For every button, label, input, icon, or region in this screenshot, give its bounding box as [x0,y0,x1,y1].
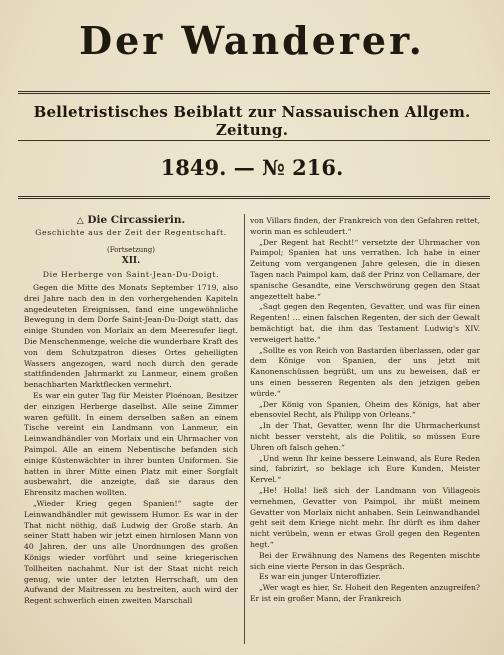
article-title-line [24,215,238,227]
paragraph: „In der That, Gevatter, wenn Ihr die Uhrmacherkunst nicht besser versteht, als die Politik, so müssen Eure Uhren oft falsch gehen.“ [250,421,480,452]
paragraph: „Und wenn Ihr keine bessere Leinwand, als Eure Reden sind, fabrizirt, so beklage ich Eure Kunden, Meister Kervel.“ [250,453,480,485]
article-title: Die Circassierin. [87,214,186,226]
right-column [250,216,480,605]
issue-number: 1849. — № 216. [160,155,344,180]
paragraph: „He! Holla! ließ sich der Landmann von Villageois vernehmen, Gevatter von Paimpol, ihr müßt meinem Gevatter von Morlaix nicht anhaben. Sein Leinwandhandel geht seit dem Kriege nicht mehr. Ihr dürft es ihm daher nicht verübeln, wenn er etwas Groll gegen den Regenten hegt.“ [250,485,480,549]
column-divider [244,214,245,644]
paragraph: Bei der Erwähnung des Namens des Regenten mischte sich eine vierte Person in das Gespräch. [250,550,480,571]
paragraph: Es war ein junger Unteroffizier. [259,572,381,582]
paragraph: „Wieder Krieg gegen Spanien!“ sagte der Leinwandhändler mit gewissem Humor. Es war in der That nicht nöthig, daß Ludwig der Große starb. An seiner Statt haben wir jetzt einen hirnlosen Mann von 40 Jahren, der uns alle Unordnungen des großen Königs wieder vorführt und seine kriegerischen Tollheiten nachahmt. Nur ist der Staat nicht reich genug, wie unter der letzten Herrschaft, um den Aufwand der Maitressen zu bestreiten, auch wird der Regent schwerlich einen zweiten Marschall [24,498,238,606]
left-column [24,215,238,607]
article-subtitle: Geschichte aus der Zeit der Regentschaft. [35,227,227,237]
paragraph: „Der König von Spanien, Oheim des Königs, hat aber ebensoviel Recht, als Philipp von Orleans.“ [250,399,480,420]
masthead-subtitle: Belletristisches Beiblatt zur Nassauischen Allgem. Zeitung. [33,103,471,139]
triangle-marker-icon: △ [76,216,84,226]
continuation-note: (Fortsetzung) [106,245,156,254]
masthead-top-rule [18,91,490,94]
paragraph: Gegen die Mitte des Monats September 1719, also drei Jahre nach den in den vorhergehenden Kapiteln angedeuteten Ereignissen, fand eine ungewöhnliche Bewegung in dem Dorfe Saint-Jean-Du-Doigt statt, das einige Stunden von Morlaix an dem Meeresufer liegt. Die Menschenmenge, welche die wunderbare Kraft des von dem Schutzpatron dieses Ortes geheiligten Wassers angezogen, ward noch durch den gerade stattfindenden Jahrmarkt zu Lanmeur, einem großen benachbarten Marktflecken vermehrt. [24,282,239,390]
masthead-title: Der Wanderer. [79,18,425,63]
paragraph: „Sollte es von Reich von Bastarden überlassen, oder gar dem Könige von Spanien, der uns jetzt mit Kanonenschüssen begrüßt, um uns zu beweisen, daß er uns einen besseren Regenten als den jetzigen geben würde.“ [250,345,480,398]
subtitle-bottom-rule [18,140,490,141]
paragraph: „Sagt gegen den Regenten, Gevatter, und was für einen Regenten! … einen falschen Regenten, der sich der Gewalt bemächtigt hat, die ihm das Testament Ludwig's XIV. verweigert hatte.“ [250,302,480,344]
paragraph: „Wer wagt es hier, Sr. Hoheit den Regenten anzugreifen? Er ist ein großer Mann, der Frankreich [250,583,480,603]
issue-bottom-rule [18,196,490,199]
paragraph: „Der Regent hat Recht!“ versetzte der Uhrmacher von Paimpol; Spanien hat uns verrathen. Ich habe in einer Zeitung vom vergangenen Jahre gelesen, die in diesen Tagen nach Paimpol kam, daß der Prinz von Cellamare, der spanische Gesandte, eine Verschwörung gegen den Staat angezettelt habe.“ [250,237,480,301]
chapter-title: Die Herberge von Saint-Jean-Du-Doigt. [42,270,220,280]
chapter-number: XII. [121,256,141,267]
paragraph: von Villars finden, der Frankreich von den Gefahren rettet, worin man es schleudert.“ [250,216,480,236]
paragraph: Es war ein guter Tag für Meister Ploénoan, Besitzer der einzigen Herberge daselbst. Alle seine Zimmer waren gefüllt. In einem derselben saßen an einem Tische vereint ein Landmann von Lanmeur, ein Leinwandhändler von Morlaix und ein Uhrmacher von Paimpol. Alle an einem Nebentische befanden sich einige Küstenwächter in ihrer bunten Uniformen. Sie hatten in ihrer Mitte einen Platz mit einer Sorgfalt ausbewahrt, die anzeigte, daß sie daraus den Ehrensitz machen wollten. [24,390,238,498]
